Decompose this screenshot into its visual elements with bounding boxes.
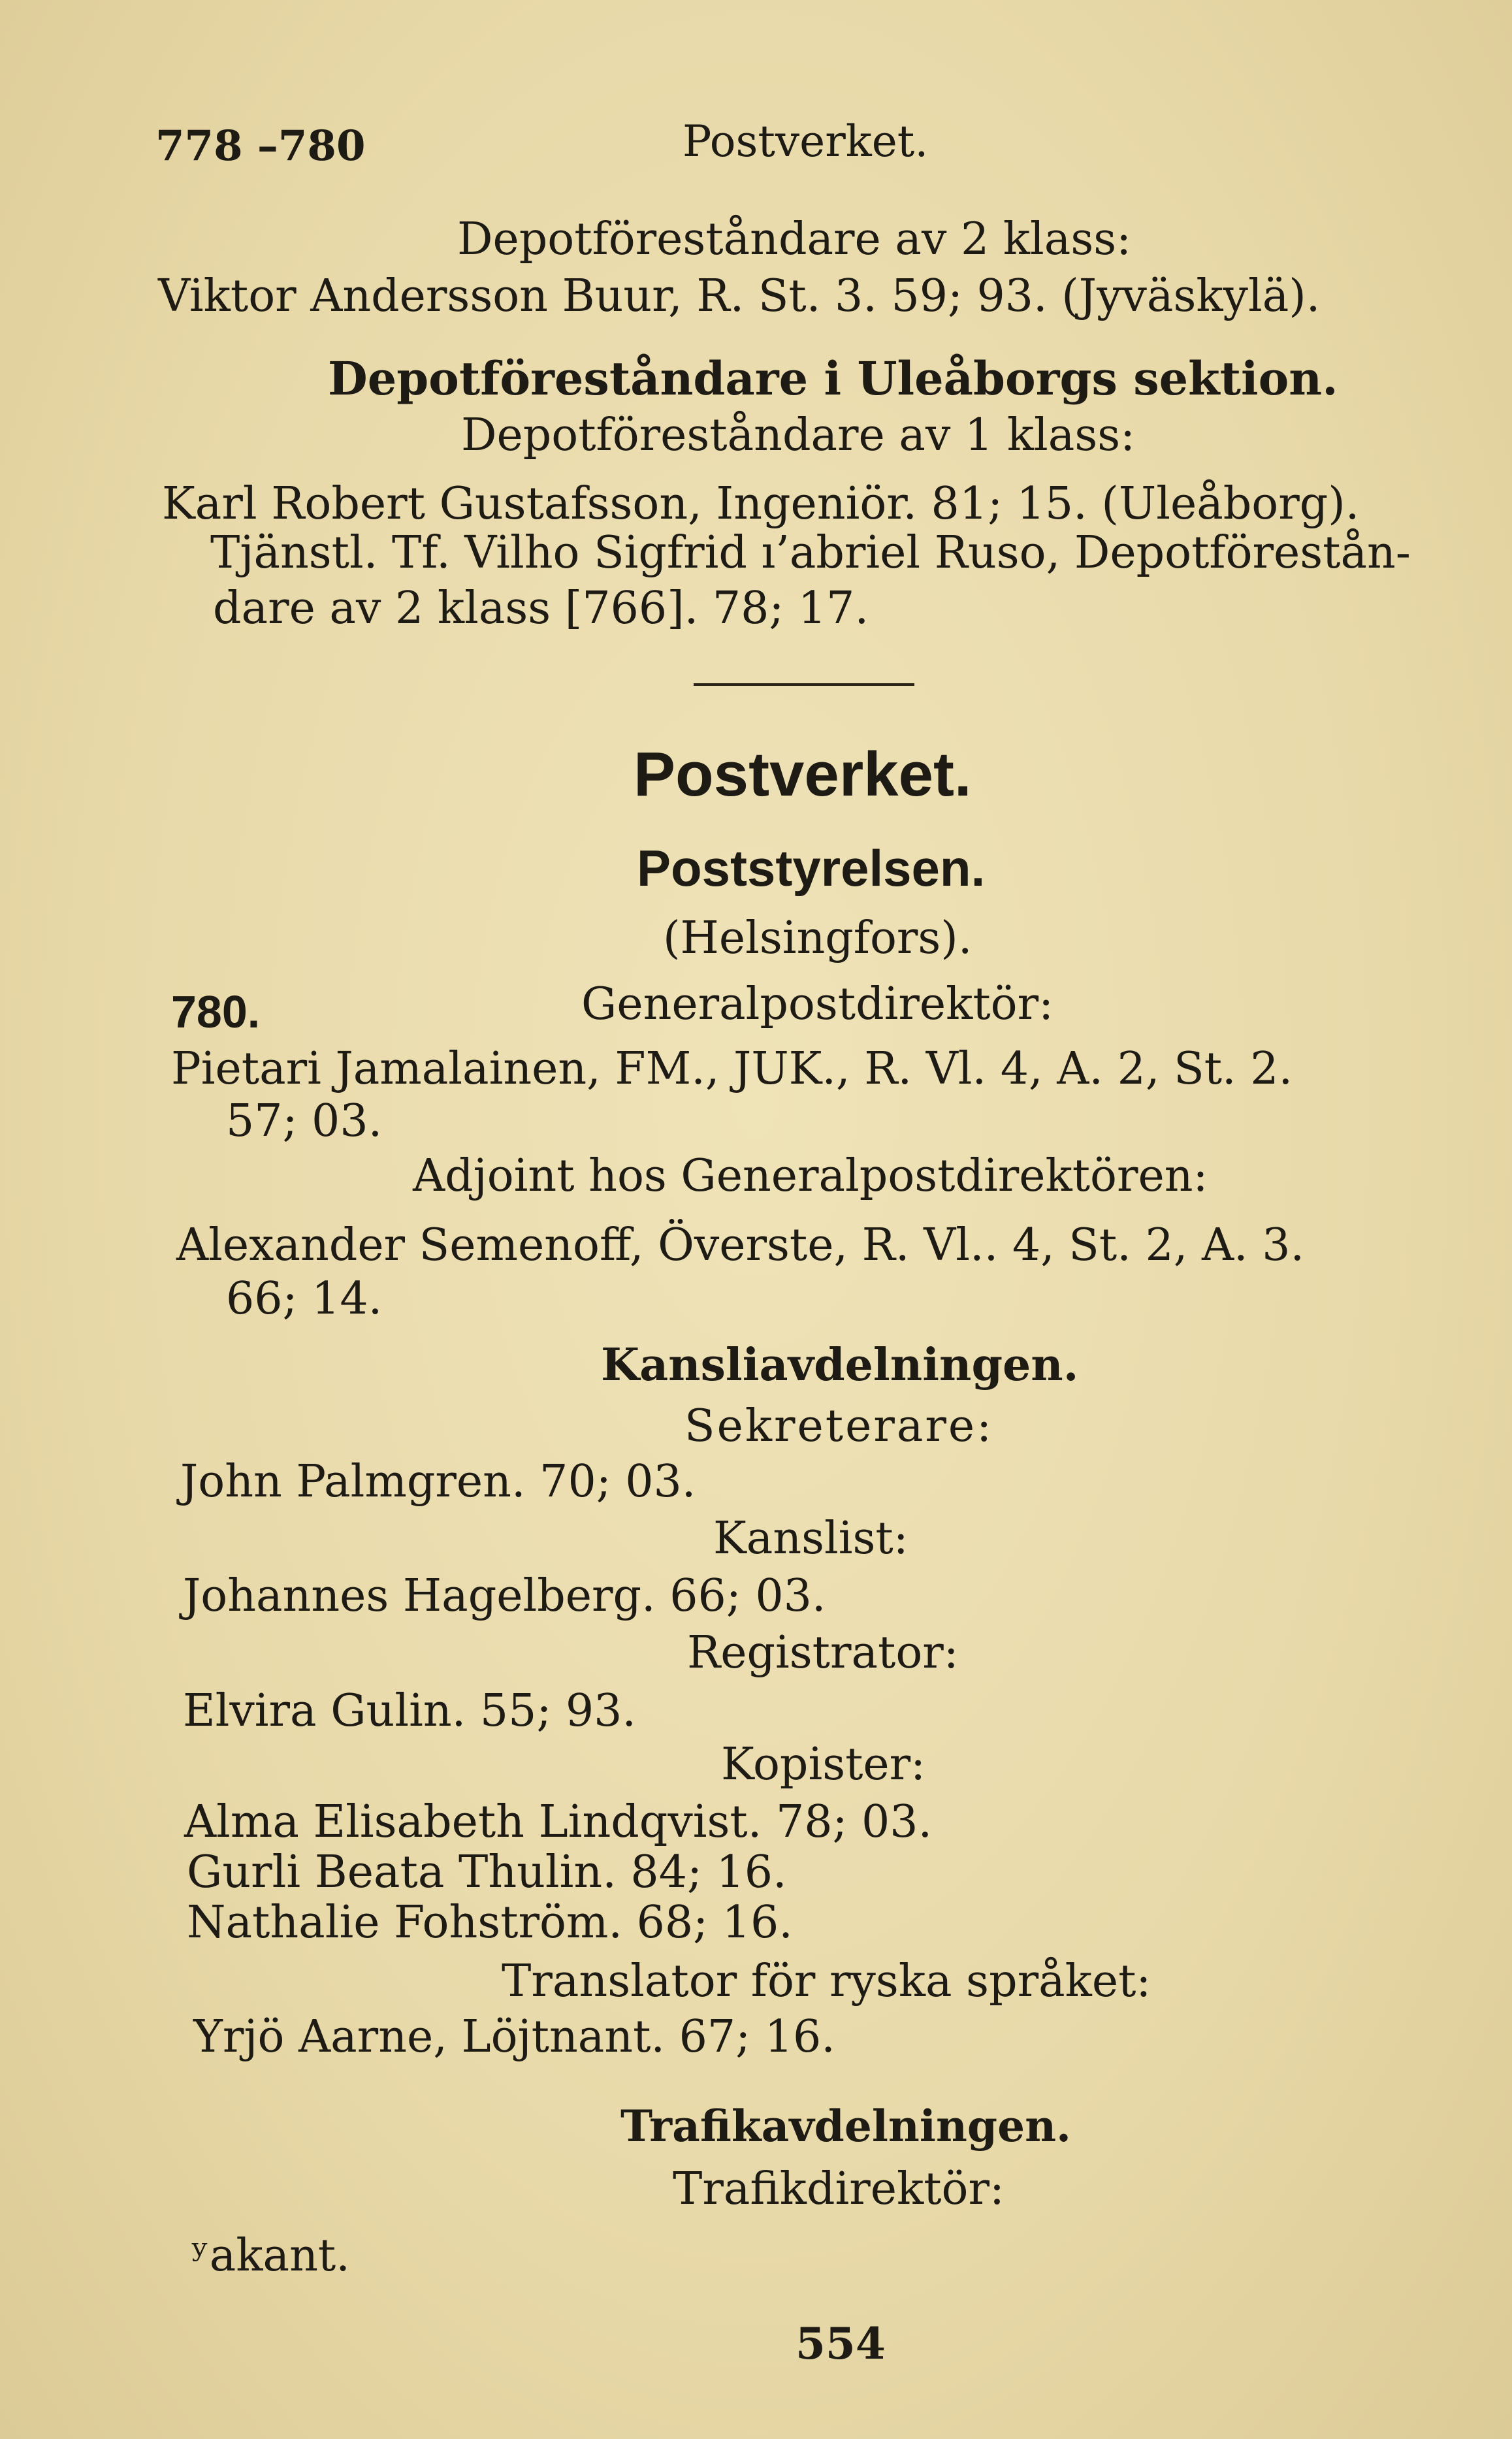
- entry-karl-gustafsson: Karl Robert Gustafsson, Ingeniör. 81; 15. (Uleåborg).: [162, 478, 1360, 530]
- entry-yrjo-aarne: Yrjö Aarne, Löjtnant. 67; 16.: [193, 2011, 835, 2063]
- entry-pietari-jamalainen-years: 57; 03.: [226, 1095, 383, 1147]
- location-helsingfors: (Helsingfors).: [663, 913, 973, 964]
- heading-kanslist: Kanslist:: [713, 1513, 909, 1564]
- section-divider: [694, 683, 914, 686]
- entry-vilho-ruso-line1: Tjänstl. Tf. Vilho Sigfrid ı’abriel Ruso, Depotförestån-: [210, 527, 1411, 579]
- entry-alexander-semenoff-years: 66; 14.: [226, 1273, 383, 1325]
- page-range: 778 –780: [155, 121, 366, 170]
- entry-pietari-jamalainen: Pietari Jamalainen, FM., JUK., R. Vl. 4, A. 2, St. 2.: [171, 1043, 1293, 1095]
- subtitle-poststyrelsen: Poststyrelsen.: [637, 839, 986, 897]
- heading-registrator: Registrator:: [687, 1627, 959, 1679]
- main-title: Postverket.: [634, 739, 972, 809]
- heading-sekreterare: Sekreterare:: [684, 1400, 994, 1452]
- heading-kansliavdelningen: Kansliavdelningen.: [601, 1339, 1079, 1391]
- subheading-depot-1-klass: Depotföreståndare av 1 klass:: [461, 410, 1136, 461]
- subheading-depot-2-klass: Depotföreståndare av 2 klass:: [457, 214, 1132, 265]
- heading-trafikavdelningen: Trafikavdelningen.: [620, 2101, 1072, 2152]
- heading-generalpostdirektor: Generalpostdirektör:: [581, 978, 1054, 1030]
- page-number: 554: [796, 2318, 886, 2369]
- entry-alexander-semenoff: Alexander Semenoff, Överste, R. Vl.. 4, St. 2, A. 3.: [176, 1220, 1305, 1271]
- list-item: Alma Elisabeth Lindqvist. 78; 03.: [184, 1796, 933, 1848]
- entry-vilho-ruso-line2: dare av 2 klass [766]. 78; 17.: [213, 583, 869, 634]
- entry-vakant: ʸakant.: [191, 2230, 350, 2282]
- heading-trafikdirektor: Trafikdirektör:: [673, 2163, 1005, 2215]
- entry-elvira-gulin: Elvira Gulin. 55; 93.: [183, 1685, 637, 1737]
- entry-viktor-buur: Viktor Andersson Buur, R. St. 3. 59; 93. (Jyväskylä).: [158, 270, 1321, 322]
- heading-translator: Translator för ryska språket:: [502, 1956, 1151, 2007]
- entry-johannes-hagelberg: Johannes Hagelberg. 66; 03.: [183, 1570, 826, 1622]
- section-number: 780.: [171, 986, 261, 1037]
- running-title: Postverket.: [683, 116, 929, 167]
- entry-john-palmgren: John Palmgren. 70; 03.: [180, 1456, 696, 1508]
- heading-adjoint: Adjoint hos Generalpostdirektören:: [413, 1150, 1208, 1202]
- list-item: Nathalie Fohström. 68; 16.: [187, 1897, 793, 1948]
- heading-uleaborgs-sektion: Depotföreståndare i Uleåborgs sektion.: [328, 351, 1338, 406]
- heading-kopister: Kopister:: [721, 1739, 926, 1790]
- list-item: Gurli Beata Thulin. 84; 16.: [187, 1847, 787, 1898]
